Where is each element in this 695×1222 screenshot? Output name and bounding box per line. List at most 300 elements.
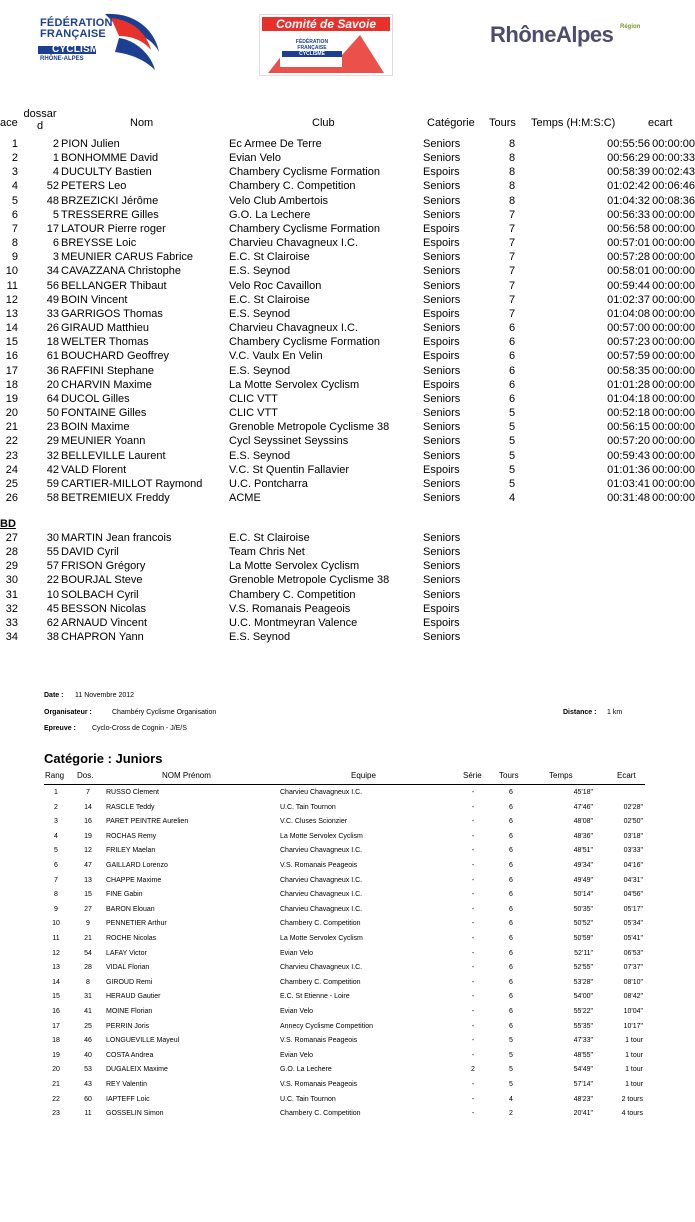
juniors-temps: 50'14"	[573, 891, 593, 899]
result-ecart: 00:00:00	[652, 435, 695, 448]
result-place: 24	[5, 463, 18, 476]
result-dossard: 23	[46, 421, 59, 434]
juniors-rang: 4	[54, 832, 58, 840]
result-row	[0, 236, 695, 250]
juniors-rang: 17	[52, 1022, 60, 1030]
header-name: Nom	[130, 117, 154, 129]
juniors-dos: 12	[84, 847, 92, 855]
result-tours: 5	[508, 421, 516, 434]
result-name: BONHOMME David	[61, 152, 159, 165]
result-tours: 8	[508, 138, 516, 150]
juniors-equipe: U.C. Tain Tournon	[280, 1095, 336, 1103]
juniors-row	[0, 830, 695, 845]
juniors-nom: HERAUD Gautier	[106, 993, 161, 1001]
juniors-nom: VIDAL Florian	[106, 964, 150, 972]
juniors-tours: 6	[509, 818, 513, 826]
result-temps: 00:56:58	[607, 222, 650, 235]
juniors-dos: 46	[84, 1037, 92, 1045]
result-tours: 7	[508, 293, 516, 306]
result-club: Chambery Cyclisme Formation	[229, 166, 380, 179]
result-name: MEUNIER Yoann	[61, 435, 146, 448]
result-ecart: 00:06:46	[652, 180, 695, 193]
result-name: BELLEVILLE Laurent	[61, 449, 166, 462]
juniors-row	[0, 844, 695, 859]
result-club: CLIC VTT	[229, 407, 278, 420]
abandon-category: Espoirs	[423, 602, 460, 615]
result-dossard: 29	[46, 435, 59, 448]
result-temps: 01:03:41	[607, 477, 650, 490]
juniors-header-nom: NOM Prénom	[162, 771, 211, 780]
juniors-row	[0, 1049, 695, 1064]
result-temps: 00:31:48	[607, 492, 650, 504]
juniors-tours: 5	[509, 1051, 513, 1059]
result-name: BELLANGER Thibaut	[61, 279, 167, 292]
result-dossard: 42	[46, 463, 59, 476]
abandon-place: 30	[5, 574, 18, 587]
result-club: V.C. St Quentin Fallavier	[229, 463, 350, 476]
juniors-tours: 6	[509, 832, 513, 840]
juniors-nom: LONGUEVILLE Mayeul	[106, 1037, 180, 1045]
abandon-club: V.S. Romanais Peageois	[229, 602, 351, 615]
result-category: Seniors	[423, 435, 461, 448]
juniors-nom: GOSSELIN Simon	[106, 1110, 164, 1118]
result-club: Velo Roc Cavaillon	[229, 279, 322, 292]
result-category: Espoirs	[423, 336, 460, 349]
juniors-equipe: Charvieu Chavagneux I.C.	[280, 876, 363, 884]
result-name: BREYSSE Loic	[61, 237, 137, 250]
juniors-equipe: La Motte Servolex Cyclism	[280, 832, 363, 840]
result-category: Seniors	[423, 251, 461, 264]
result-ecart: 00:00:00	[652, 492, 695, 504]
juniors-dos: 53	[84, 1066, 92, 1074]
abandon-category: Seniors	[423, 546, 461, 559]
result-tours: 7	[508, 265, 516, 278]
result-dossard: 48	[46, 194, 59, 207]
juniors-temps: 48'08"	[573, 818, 593, 826]
juniors-nom: IAPTEFF Loic	[106, 1095, 150, 1103]
juniors-dos: 15	[84, 891, 92, 899]
abandon-dossard: 38	[46, 631, 59, 644]
juniors-dos: 47	[84, 862, 92, 869]
juniors-temps: 48'51"	[573, 847, 593, 855]
abandon-name: ARNAUD Vincent	[61, 616, 147, 629]
juniors-row	[0, 976, 695, 991]
juniors-equipe: Chambery C. Competition	[280, 1110, 361, 1118]
result-tours: 7	[508, 279, 516, 292]
result-row	[0, 463, 695, 477]
result-temps: 00:55:56	[607, 138, 650, 150]
juniors-header-serie: Série	[463, 771, 482, 780]
juniors-dos: 11	[84, 1110, 92, 1118]
result-tours: 5	[508, 477, 516, 490]
result-tours: 7	[508, 208, 516, 221]
juniors-tours: 6	[509, 1008, 513, 1015]
juniors-row	[0, 1005, 695, 1020]
abandon-dossard: 57	[46, 560, 59, 573]
distance-label: Distance :	[563, 709, 597, 716]
header-ecart: ecart	[648, 117, 673, 129]
result-dossard: 26	[46, 322, 59, 335]
juniors-temps: 49'49"	[573, 876, 593, 884]
juniors-rang: 11	[52, 935, 60, 942]
juniors-row	[0, 961, 695, 976]
juniors-rang: 20	[52, 1066, 60, 1074]
juniors-ecart: 4 tours	[621, 1110, 643, 1118]
juniors-ecart: 02'28"	[623, 803, 643, 811]
result-club: E.C. St Clairoise	[229, 293, 310, 306]
result-category: Espoirs	[423, 378, 460, 391]
result-place: 18	[5, 378, 18, 391]
juniors-nom: FINE Gabin	[106, 891, 143, 899]
savoie-inner-text: FÉDÉRATION FRANÇAISE CYCLISME	[282, 39, 342, 57]
result-tours: 6	[508, 336, 516, 349]
juniors-ecart: 10'04"	[623, 1008, 643, 1015]
ffc-logo-subtitle: RHÔNE-ALPES	[40, 56, 84, 62]
result-place: 4	[11, 180, 18, 193]
result-category: Seniors	[423, 194, 461, 207]
result-ecart: 00:00:00	[652, 350, 695, 363]
result-ecart: 00:00:00	[652, 265, 695, 278]
juniors-temps: 48'36"	[573, 832, 593, 840]
result-tours: 6	[508, 350, 516, 363]
result-category: Espoirs	[423, 463, 460, 476]
result-ecart: 00:00:00	[652, 407, 695, 420]
result-tours: 7	[508, 307, 516, 320]
result-club: Chambery Cyclisme Formation	[229, 222, 380, 235]
abandon-dossard: 62	[46, 616, 59, 629]
abandon-place: 27	[5, 532, 18, 544]
result-dossard: 17	[46, 222, 59, 235]
juniors-nom: MOINE Florian	[106, 1008, 153, 1015]
juniors-equipe: V.S. Romanais Peageois	[280, 1081, 358, 1088]
juniors-dos: 8	[86, 978, 90, 986]
juniors-nom: COSTA Andrea	[106, 1051, 154, 1059]
juniors-ecart: 04'56"	[623, 891, 643, 899]
result-ecart: 00:00:00	[652, 279, 695, 292]
juniors-equipe: Charvieu Chavagneux I.C.	[280, 964, 363, 972]
result-tours: 4	[508, 492, 516, 504]
result-category: Seniors	[423, 265, 461, 278]
juniors-tours: 6	[509, 978, 513, 986]
result-ecart: 00:00:00	[652, 251, 695, 264]
juniors-temps: 47'33"	[573, 1037, 593, 1045]
result-name: BETREMIEUX Freddy	[61, 492, 170, 504]
juniors-header-dos: Dos.	[77, 771, 94, 780]
juniors-rang: 12	[52, 949, 60, 957]
result-temps: 00:56:15	[607, 421, 650, 434]
juniors-serie: -	[471, 935, 475, 942]
result-place: 9	[11, 251, 18, 264]
result-ecart: 00:02:43	[652, 166, 695, 179]
juniors-ecart: 03'18"	[623, 832, 643, 840]
juniors-row	[0, 990, 695, 1005]
comite-savoie-logo	[259, 14, 393, 76]
result-category: Espoirs	[423, 166, 460, 179]
result-club: Chambery Cyclisme Formation	[229, 336, 380, 349]
result-temps: 00:57:59	[607, 350, 650, 363]
juniors-header-tours: Tours	[499, 771, 519, 780]
juniors-serie: 2	[471, 1066, 475, 1074]
result-ecart: 00:00:00	[652, 307, 695, 320]
result-place: 12	[5, 293, 18, 306]
juniors-temps: 53'28"	[573, 978, 593, 986]
result-category: Seniors	[423, 449, 461, 462]
juniors-tours: 6	[509, 1022, 513, 1030]
result-name: BOUCHARD Geoffrey	[61, 350, 169, 363]
abandon-category: Espoirs	[423, 616, 460, 629]
result-category: Seniors	[423, 208, 461, 221]
juniors-serie: -	[471, 847, 475, 855]
juniors-dos: 31	[84, 993, 92, 1001]
abandon-dossard: 22	[46, 574, 59, 587]
juniors-serie: -	[471, 803, 475, 811]
result-club: E.S. Seynod	[229, 307, 291, 320]
juniors-rang: 13	[52, 964, 60, 972]
result-tours: 7	[508, 251, 516, 264]
result-name: DUCULTY Bastien	[61, 166, 152, 179]
abandon-place: 34	[5, 631, 18, 644]
result-club: Grenoble Metropole Cyclisme 38	[229, 421, 390, 434]
juniors-ecart: 05'17"	[623, 905, 643, 913]
juniors-header-rule	[44, 784, 645, 785]
result-name: CAVAZZANA Christophe	[61, 265, 182, 278]
juniors-row	[0, 888, 695, 903]
result-category: Espoirs	[423, 307, 460, 320]
juniors-serie: -	[471, 832, 475, 840]
ffc-logo-text: FÉDÉRATION FRANÇAISE CYCLISME	[40, 17, 113, 55]
result-row	[0, 151, 695, 165]
juniors-header-equipe: Equipe	[351, 771, 376, 780]
header-club: Club	[312, 117, 335, 129]
juniors-serie: -	[471, 1110, 475, 1118]
juniors-temps: 57'14"	[573, 1081, 593, 1088]
juniors-dos: 27	[84, 905, 92, 913]
juniors-ecart: 05'41"	[623, 935, 643, 942]
result-place: 26	[5, 492, 18, 504]
result-row	[0, 335, 695, 349]
result-temps: 00:57:28	[607, 251, 650, 264]
juniors-ecart: 1 tour	[625, 1037, 643, 1045]
juniors-ecart: 07'37"	[623, 964, 643, 972]
juniors-tours: 5	[509, 1066, 513, 1074]
result-dossard: 52	[46, 180, 59, 193]
abandon-club: E.C. St Clairoise	[229, 532, 310, 544]
juniors-equipe: Annecy Cyclisme Competition	[280, 1022, 373, 1030]
result-category: Seniors	[423, 279, 461, 292]
header-dossard: dossar d	[23, 108, 57, 132]
organisateur-value: Chambéry Cyclisme Organisation	[112, 709, 217, 716]
juniors-rang: 6	[54, 862, 58, 869]
abandon-place: 32	[5, 602, 18, 615]
result-name: PETERS Leo	[61, 180, 127, 193]
abandon-category: Seniors	[423, 574, 461, 587]
abandon-category: Seniors	[423, 560, 461, 573]
juniors-temps: 49'34"	[573, 862, 593, 869]
result-row	[0, 194, 695, 208]
result-ecart: 00:08:36	[652, 194, 695, 207]
juniors-equipe: G.O. La Lechere	[280, 1066, 332, 1074]
juniors-ecart: 1 tour	[625, 1066, 643, 1074]
juniors-ecart: 05'34"	[623, 920, 643, 928]
juniors-dos: 40	[84, 1051, 92, 1059]
juniors-tours: 6	[509, 905, 513, 913]
juniors-serie: -	[471, 1081, 475, 1088]
juniors-equipe: Charvieu Chavagneux I.C.	[280, 891, 363, 899]
result-category: Seniors	[423, 293, 461, 306]
juniors-tours: 6	[509, 993, 513, 1001]
juniors-tours: 5	[509, 1037, 513, 1045]
juniors-rang: 9	[54, 905, 58, 913]
result-dossard: 1	[52, 152, 59, 165]
result-name: CARTIER-MILLOT Raymond	[61, 477, 203, 490]
abandon-name: MARTIN Jean francois	[61, 532, 172, 544]
result-club: Charvieu Chavagneux I.C.	[229, 237, 359, 250]
juniors-tours: 6	[509, 803, 513, 811]
abandon-club: Grenoble Metropole Cyclisme 38	[229, 574, 390, 587]
juniors-nom: ROCHAS Remy	[106, 832, 157, 840]
result-dossard: 49	[46, 293, 59, 306]
abandon-club: Chambery C. Competition	[229, 588, 356, 601]
result-row	[0, 307, 695, 321]
juniors-temps: 45'18"	[573, 789, 593, 796]
juniors-temps: 52'55"	[573, 964, 593, 972]
juniors-dos: 41	[84, 1008, 92, 1015]
juniors-dos: 9	[86, 920, 90, 928]
result-category: Seniors	[423, 180, 461, 193]
juniors-nom: CHAPPE Maxime	[106, 876, 162, 884]
result-name: VALD Florent	[61, 463, 127, 476]
juniors-rang: 3	[54, 818, 58, 826]
juniors-temps: 20'41"	[573, 1110, 593, 1118]
result-ecart: 00:00:00	[652, 463, 695, 476]
abandon-label: BD	[0, 518, 16, 530]
result-row	[0, 264, 695, 278]
juniors-serie: -	[471, 905, 475, 913]
result-name: PION Julien	[61, 138, 120, 150]
juniors-equipe: Charvieu Chavagneux I.C.	[280, 905, 363, 913]
result-club: ACME	[229, 492, 261, 504]
result-category: Seniors	[423, 492, 461, 504]
result-category: Seniors	[423, 322, 461, 335]
result-temps: 00:59:43	[607, 449, 650, 462]
result-tours: 8	[508, 152, 516, 165]
juniors-dos: 28	[84, 964, 92, 972]
result-dossard: 2	[52, 138, 59, 150]
result-dossard: 18	[46, 336, 59, 349]
juniors-row	[0, 932, 695, 947]
juniors-ecart: 06'53"	[623, 949, 643, 957]
result-place: 17	[5, 364, 18, 377]
savoie-banner: Comité de Savoie	[262, 17, 390, 31]
result-ecart: 00:00:00	[652, 322, 695, 335]
result-ecart: 00:00:00	[652, 449, 695, 462]
abandon-dossard: 10	[46, 588, 59, 601]
result-name: TRESSERRE Gilles	[61, 208, 159, 221]
result-row	[0, 279, 695, 293]
abandon-name: CHAPRON Yann	[61, 631, 144, 644]
result-name: BRZEZICKI Jérôme	[61, 194, 159, 207]
result-dossard: 59	[46, 477, 59, 490]
juniors-nom: PARET PEINTRE Aurelien	[106, 818, 189, 826]
juniors-equipe: La Motte Servolex Cyclism	[280, 935, 363, 942]
result-temps: 00:57:00	[607, 322, 650, 335]
result-ecart: 00:00:00	[652, 237, 695, 250]
result-club: E.S. Seynod	[229, 364, 291, 377]
result-row	[0, 137, 695, 151]
juniors-temps: 48'55"	[573, 1051, 593, 1059]
juniors-tours: 6	[509, 789, 513, 796]
juniors-row	[0, 947, 695, 962]
header-tours: Tours	[489, 117, 516, 129]
juniors-nom: LAFAY Victor	[106, 949, 147, 957]
juniors-rang: 7	[54, 876, 58, 884]
result-club: E.S. Seynod	[229, 265, 291, 278]
abandon-row	[0, 545, 695, 559]
result-place: 2	[11, 152, 18, 165]
epreuve-value: Cyclo-Cross de Cognin - J/E/S	[92, 725, 187, 732]
result-ecart: 00:00:00	[652, 421, 695, 434]
juniors-header-temps: Temps	[549, 771, 573, 780]
result-temps: 00:56:33	[607, 208, 650, 221]
result-row	[0, 165, 695, 179]
result-tours: 6	[508, 378, 516, 391]
result-place: 25	[5, 477, 18, 490]
result-temps: 01:04:08	[607, 307, 650, 320]
result-name: BOIN Vincent	[61, 293, 128, 306]
result-temps: 01:04:32	[607, 194, 650, 207]
juniors-temps: 50'52"	[573, 920, 593, 928]
result-club: Evian Velo	[229, 152, 281, 165]
result-temps: 01:01:28	[607, 378, 650, 391]
result-place: 16	[5, 350, 18, 363]
juniors-ecart: 04'31"	[623, 876, 643, 884]
result-place: 22	[5, 435, 18, 448]
result-club: E.C. St Clairoise	[229, 251, 310, 264]
juniors-serie: -	[471, 978, 475, 986]
juniors-serie: -	[471, 891, 475, 899]
result-place: 11	[6, 279, 18, 292]
result-tours: 5	[508, 407, 516, 420]
abandon-place: 33	[5, 616, 18, 629]
result-temps: 01:02:37	[607, 293, 650, 306]
juniors-serie: -	[471, 993, 475, 1001]
juniors-nom: RASCLE Teddy	[106, 803, 155, 811]
abandon-row	[0, 616, 695, 630]
result-place: 3	[11, 166, 18, 179]
result-name: LATOUR Pierre roger	[61, 222, 166, 235]
juniors-tours: 6	[509, 920, 513, 928]
abandon-row	[0, 630, 695, 644]
abandon-name: FRISON Grégory	[61, 560, 146, 573]
result-category: Seniors	[423, 421, 461, 434]
abandon-row	[0, 573, 695, 587]
juniors-rang: 18	[52, 1037, 60, 1045]
juniors-dos: 54	[84, 949, 92, 957]
juniors-row	[0, 786, 695, 801]
juniors-nom: GAILLARD Lorenzo	[106, 862, 168, 869]
result-place: 8	[11, 237, 18, 250]
result-place: 13	[5, 307, 18, 320]
result-temps: 01:02:42	[607, 180, 650, 193]
juniors-rang: 16	[52, 1008, 60, 1015]
result-dossard: 20	[46, 378, 59, 391]
juniors-tours: 6	[509, 891, 513, 899]
juniors-equipe: U.C. Tain Tournon	[280, 803, 336, 811]
juniors-equipe: Charvieu Chavagneux I.C.	[280, 847, 363, 855]
result-dossard: 3	[52, 251, 59, 264]
juniors-equipe: Charvieu Chavagneux I.C.	[280, 789, 363, 796]
juniors-temps: 54'49"	[573, 1066, 593, 1074]
